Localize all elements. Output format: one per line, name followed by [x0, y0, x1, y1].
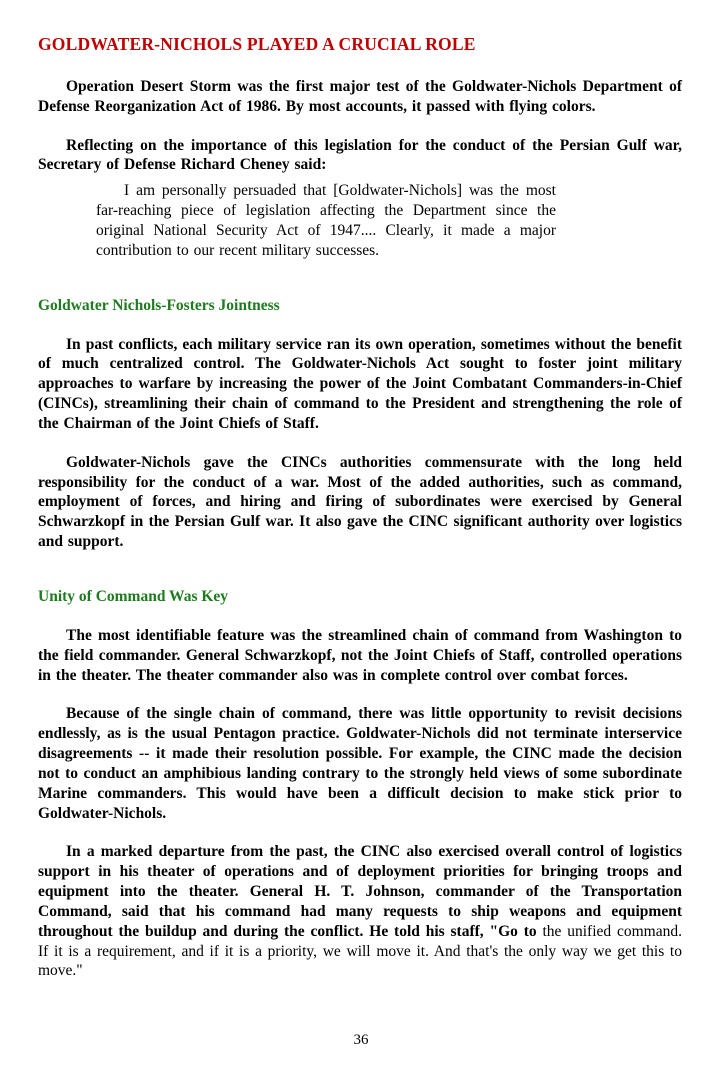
paragraph-single-chain: Because of the single chain of command, there was little opportunity to revisit decisions endlessly, as is the usual Pentagon practice. Goldwater-Nichols did not terminate interservice disagreements -- it made their resolution possible. For example, the CINC made the decision not to conduct an amphibious landing contrary to the strongly held views of some subordinate Marine commanders. This would have been a difficult decision to make stick prior to Goldwater-Nichols. — [38, 705, 682, 822]
page-title: GOLDWATER-NICHOLS PLAYED A CRUCIAL ROLE — [38, 34, 476, 54]
paragraph-logistics-regular-run: the unified command. If it is a requirement, and if it is a priority, we will move it. And that's the only way we get this to move." — [38, 922, 682, 980]
paragraph-cheney-intro: Reflecting on the importance of this legislation for the conduct of the Persian Gulf war, Secretary of Defense Richard Cheney said: — [38, 136, 682, 174]
section-heading-jointness: Goldwater Nichols-Fosters Jointness — [38, 296, 280, 314]
paragraph-cinc-authorities: Goldwater-Nichols gave the CINCs authorities commensurate with the long held responsibility for the conduct of a war. Most of the added authorities, such as command, employment of forces, and hiring and firing of subordinates were exercised by General Schwarzkopf in the Persian Gulf war. It also gave the CINC significant authority over logistics and support. — [38, 453, 682, 551]
page-number: 36 — [353, 1032, 369, 1048]
paragraph-past-conflicts: In past conflicts, each military service ran its own operation, sometimes without the benefit of much centralized control. The Goldwater-Nichols Act sought to foster joint military approaches to warfare by increasing the power of the Joint Combatant Commanders-in-Chief (CINCs), streamlining their chain of command to the President and strengthening the role of the Chairman of the Joint Chiefs of Staff. — [38, 335, 682, 432]
paragraph-logistics-control — [38, 842, 682, 981]
cheney-block-quote: I am personally persuaded that [Goldwater-Nichols] was the most far-reaching piece of legislation affecting the Department since the original National Security Act of 1947.... Clearly, it made a major contribution to our recent military successes. — [96, 182, 556, 259]
paragraph-intro: Operation Desert Storm was the first major test of the Goldwater-Nichols Department of Defense Reorganization Act of 1986. By most accounts, it passed with flying colors. — [38, 78, 682, 115]
paragraph-logistics-bold-run: In a marked departure from the past, the CINC also exercised overall control of logistics support in his theater of operations and of deployment priorities for bringing troops and equipment into the theater. General H. T. Johnson, commander of the Transportation Command, said that his command had many requests to ship weapons and equipment throughout the buildup and during the conflict. He told his staff, "Go to — [38, 843, 682, 940]
paragraph-chain-of-command: The most identifiable feature was the streamlined chain of command from Washington to the field commander. General Schwarzkopf, not the Joint Chiefs of Staff, controlled operations in the theater. The theater commander also was in complete control over combat forces. — [38, 626, 682, 684]
section-heading-unity-of-command: Unity of Command Was Key — [38, 587, 229, 605]
